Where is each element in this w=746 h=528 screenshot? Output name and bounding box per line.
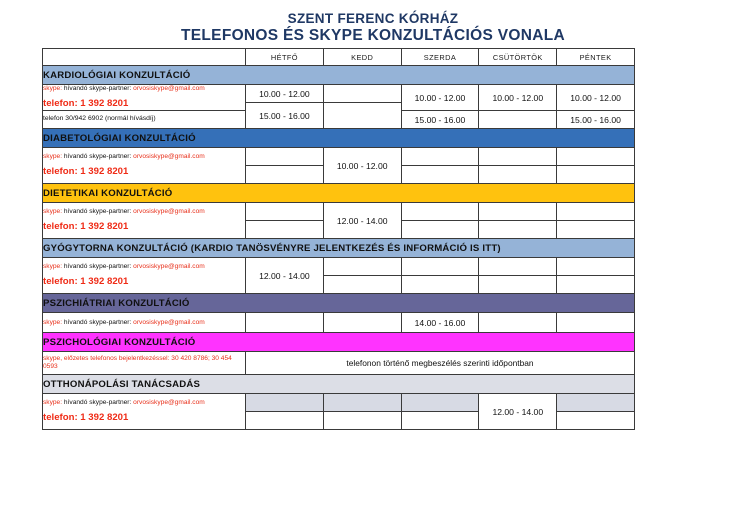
section-title-dietetics: DIETETIKAI KONZULTÁCIÓ bbox=[43, 184, 635, 203]
section-band-row-diabetology bbox=[43, 129, 635, 148]
day-header-monday: HÉTFŐ bbox=[246, 49, 324, 66]
skype-label: skype: bbox=[43, 399, 63, 407]
day-header-tuesday: KEDD bbox=[323, 49, 401, 66]
phone-line: telefon: 1 392 8201 bbox=[43, 166, 129, 178]
table-row bbox=[43, 85, 635, 103]
skype-email[interactable]: orvosiskype@gmail.com bbox=[133, 153, 205, 161]
time-cell: 14.00 - 16.00 bbox=[401, 313, 479, 333]
time-cell bbox=[479, 148, 557, 166]
section-title-physiotherapy: GYÓGYTORNA KONZULTÁCIÓ (KARDIO TANÖSVÉNYRE JELENTKEZÉS ÉS INFORMÁCIÓ IS ITT) bbox=[43, 239, 635, 258]
page-title bbox=[0, 0, 746, 45]
time-cell: 10.00 - 12.00 bbox=[401, 85, 479, 111]
time-cell bbox=[479, 221, 557, 239]
time-cell bbox=[401, 412, 479, 430]
skype-email[interactable]: orvosiskype@gmail.com bbox=[133, 208, 205, 216]
time-cell bbox=[246, 166, 324, 184]
time-cell bbox=[557, 221, 635, 239]
section-title-homecare: OTTHONÁPOLÁSI TANÁCSADÁS bbox=[43, 375, 635, 394]
section-title-cardiology: KARDIOLÓGIAI KONZULTÁCIÓ bbox=[43, 66, 635, 85]
section-band-row-dietetics bbox=[43, 184, 635, 203]
skype-text: hívandó skype-partner: bbox=[62, 399, 134, 407]
time-cell: 10.00 - 12.00 bbox=[557, 85, 635, 111]
contact-cell-diabetology bbox=[43, 148, 246, 184]
page-subtitle: TELEFONOS ÉS SKYPE KONZULTÁCIÓS VONALA bbox=[181, 27, 565, 44]
time-cell bbox=[479, 166, 557, 184]
time-cell bbox=[479, 203, 557, 221]
time-cell bbox=[246, 394, 324, 412]
time-cell: 10.00 - 12.00 bbox=[246, 85, 324, 103]
phone-line: telefon: 1 392 8201 bbox=[43, 98, 129, 110]
extra-phone-line: telefon 30/942 6902 (normál hívásdíj) bbox=[43, 115, 156, 123]
time-cell bbox=[401, 221, 479, 239]
time-cell bbox=[479, 111, 557, 129]
time-cell: 15.00 - 16.00 bbox=[246, 103, 324, 129]
time-cell bbox=[557, 394, 635, 412]
time-cell: 10.00 - 12.00 bbox=[323, 148, 401, 184]
time-cell bbox=[557, 276, 635, 294]
skype-label: skype: bbox=[43, 85, 63, 92]
skype-line bbox=[43, 319, 245, 327]
section-band-row-physiotherapy bbox=[43, 239, 635, 258]
time-cell bbox=[557, 203, 635, 221]
time-cell: 12.00 - 14.00 bbox=[246, 258, 324, 294]
contact-cell-psychology bbox=[43, 352, 246, 375]
contact-cell-cardiology bbox=[43, 85, 246, 111]
skype-email[interactable]: orvosiskype@gmail.com bbox=[133, 318, 205, 326]
time-cell bbox=[557, 258, 635, 276]
time-cell bbox=[323, 276, 401, 294]
skype-line bbox=[43, 153, 245, 161]
skype-text: hívandó skype-partner: bbox=[62, 208, 134, 216]
time-cell: 12.00 - 14.00 bbox=[323, 203, 401, 239]
section-band-row-homecare bbox=[43, 375, 635, 394]
table-row bbox=[43, 203, 635, 221]
contact-cell-psychiatry bbox=[43, 313, 246, 333]
time-cell bbox=[479, 258, 557, 276]
time-cell bbox=[401, 276, 479, 294]
skype-line bbox=[43, 85, 245, 93]
skype-label: skype: bbox=[43, 208, 63, 216]
skype-email[interactable]: orvosiskype@gmail.com bbox=[133, 399, 205, 407]
psychology-contact-line: skype, előzetes telefonos bejelentkezéssel: 30 420 8786; 30 454 0593 bbox=[43, 354, 232, 371]
section-title-psychiatry: PSZICHIÁTRIAI KONZULTÁCIÓ bbox=[43, 294, 635, 313]
skype-label: skype: bbox=[43, 263, 63, 271]
time-cell bbox=[323, 258, 401, 276]
contact-cell-homecare bbox=[43, 394, 246, 430]
table-row bbox=[43, 313, 635, 333]
hospital-name: SZENT FERENC KÓRHÁZ bbox=[287, 11, 459, 26]
table-row bbox=[43, 148, 635, 166]
time-cell bbox=[246, 148, 324, 166]
contact-cell-dietetics bbox=[43, 203, 246, 239]
time-cell bbox=[401, 258, 479, 276]
time-cell bbox=[557, 313, 635, 333]
time-cell bbox=[557, 166, 635, 184]
phone-line: telefon: 1 392 8201 bbox=[43, 412, 129, 424]
skype-text: hívandó skype-partner: bbox=[62, 318, 134, 326]
time-cell bbox=[401, 203, 479, 221]
time-cell bbox=[401, 394, 479, 412]
corner-cell bbox=[43, 49, 246, 66]
section-band-row-cardiology bbox=[43, 66, 635, 85]
time-cell bbox=[401, 166, 479, 184]
consultation-schedule-table bbox=[42, 48, 635, 430]
time-cell bbox=[246, 221, 324, 239]
skype-email[interactable]: orvosiskype@gmail.com bbox=[133, 85, 205, 92]
section-title-diabetology: DIABETOLÓGIAI KONZULTÁCIÓ bbox=[43, 129, 635, 148]
time-cell bbox=[323, 412, 401, 430]
table-row bbox=[43, 258, 635, 276]
section-band-row-psychiatry bbox=[43, 294, 635, 313]
skype-line bbox=[43, 208, 245, 216]
section-band-row-psychology bbox=[43, 333, 635, 352]
skype-text: hívandó skype-partner: bbox=[62, 263, 134, 271]
time-cell bbox=[401, 148, 479, 166]
day-header-thursday: CSÜTÖRTÖK bbox=[479, 49, 557, 66]
skype-text: hívandó skype-partner: bbox=[62, 85, 134, 92]
time-cell: 15.00 - 16.00 bbox=[557, 111, 635, 129]
time-cell bbox=[246, 203, 324, 221]
skype-line bbox=[43, 263, 245, 271]
time-cell bbox=[323, 394, 401, 412]
time-cell: 15.00 - 16.00 bbox=[401, 111, 479, 129]
psychology-note-cell: telefonon történő megbeszélés szerinti időpontban bbox=[246, 352, 635, 375]
day-header-friday: PÉNTEK bbox=[557, 49, 635, 66]
contact-cell-physiotherapy bbox=[43, 258, 246, 294]
time-cell bbox=[246, 412, 324, 430]
time-cell bbox=[479, 276, 557, 294]
skype-text: hívandó skype-partner: bbox=[62, 153, 134, 161]
skype-line bbox=[43, 399, 245, 407]
time-cell bbox=[323, 85, 401, 103]
skype-label: skype: bbox=[43, 153, 63, 161]
time-cell bbox=[246, 313, 324, 333]
day-header-wednesday: SZERDA bbox=[401, 49, 479, 66]
day-header-row bbox=[43, 49, 635, 66]
extra-phone-cell-cardiology bbox=[43, 111, 246, 129]
table-row bbox=[43, 352, 635, 375]
skype-email[interactable]: orvosiskype@gmail.com bbox=[133, 263, 205, 271]
time-cell bbox=[323, 103, 401, 129]
time-cell bbox=[557, 148, 635, 166]
time-cell bbox=[323, 313, 401, 333]
skype-label: skype: bbox=[43, 318, 63, 326]
phone-line: telefon: 1 392 8201 bbox=[43, 221, 129, 233]
time-cell: 10.00 - 12.00 bbox=[479, 85, 557, 111]
time-cell bbox=[479, 313, 557, 333]
time-cell bbox=[557, 412, 635, 430]
section-title-psychology: PSZICHOLÓGIAI KONZULTÁCIÓ bbox=[43, 333, 635, 352]
phone-line: telefon: 1 392 8201 bbox=[43, 276, 129, 288]
time-cell: 12.00 - 14.00 bbox=[479, 394, 557, 430]
table-row bbox=[43, 394, 635, 412]
